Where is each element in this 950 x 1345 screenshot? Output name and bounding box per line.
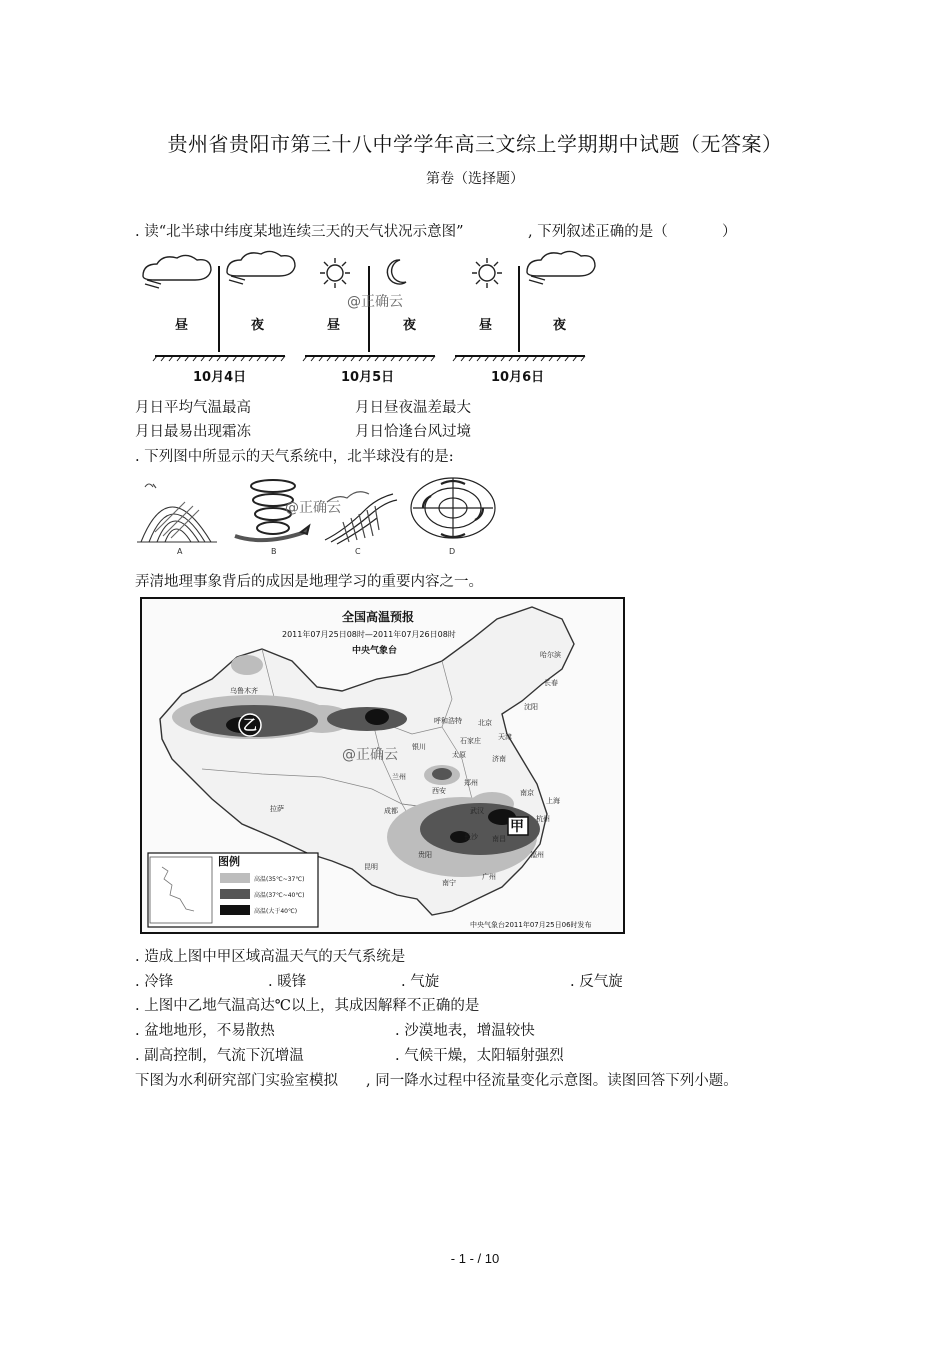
map-org: 中央气象台 bbox=[352, 646, 398, 656]
watermark: @正确云 bbox=[347, 294, 403, 310]
q3-stem: . 造成上图中甲区域高温天气的天气系统是 bbox=[135, 949, 406, 965]
legend-item: 高温(35℃~37℃) bbox=[254, 876, 305, 883]
q1-stem-part-a: . 读“北半球中纬度某地连续三天的天气状况示意图” bbox=[135, 224, 464, 240]
q1-option-c: 月日最易出现霜冻 bbox=[135, 424, 251, 440]
figure-label: C bbox=[355, 547, 361, 556]
map-legend bbox=[148, 853, 318, 927]
q3-option-b: . 暖锋 bbox=[268, 974, 307, 990]
map-title: 全国高温预报 bbox=[342, 610, 415, 624]
city-label: 杭州 bbox=[536, 815, 550, 823]
q4-option-c: . 副高控制，气流下沉增温 bbox=[135, 1048, 304, 1064]
city-label: 南宁 bbox=[442, 879, 456, 887]
sun-icon bbox=[320, 258, 350, 288]
date-label: 10月6日 bbox=[491, 370, 545, 385]
city-label: 兰州 bbox=[392, 773, 406, 781]
figure-label: D bbox=[449, 547, 456, 556]
q5-stem-part-a: 下图为水利研究部门实验室模拟 bbox=[135, 1073, 338, 1089]
date-label: 10月5日 bbox=[341, 370, 395, 385]
q4-stem: . 上图中乙地气温高达℃以上，其成因解释不正确的是 bbox=[135, 998, 480, 1014]
q3-option-c: . 气旋 bbox=[401, 974, 440, 990]
q5-stem-part-b: , 同一降水过程中径流量变化示意图。读图回答下列小题。 bbox=[366, 1073, 738, 1089]
city-label: 乌鲁木齐 bbox=[230, 687, 258, 695]
q4-option-a: . 盆地地形，不易散热 bbox=[135, 1023, 275, 1039]
city-label: 南昌 bbox=[492, 835, 506, 843]
moon-icon bbox=[387, 260, 406, 284]
night-label: 夜 bbox=[251, 318, 265, 333]
watermark: @正确云 bbox=[285, 500, 341, 516]
intro-text: 弄清地理事象背后的成因是地理学习的重要内容之一。 bbox=[135, 574, 483, 590]
city-label: 长沙 bbox=[464, 833, 478, 841]
city-label: 长春 bbox=[544, 679, 558, 687]
legend-item: 高温(37℃~40℃) bbox=[254, 892, 305, 899]
city-label: 济南 bbox=[492, 755, 506, 763]
q1-option-d: 月日恰逢台风过境 bbox=[355, 424, 471, 440]
city-label: 拉萨 bbox=[270, 805, 284, 813]
page-number: - 1 - / 10 bbox=[450, 1251, 500, 1266]
day-label: 昼 bbox=[175, 318, 189, 333]
date-label: 10月4日 bbox=[193, 370, 247, 385]
figure-label: B bbox=[271, 547, 277, 556]
cloud-icon bbox=[527, 251, 595, 284]
city-label: 北京 bbox=[478, 719, 492, 727]
day-label: 昼 bbox=[327, 318, 341, 333]
q3-option-d: . 反气旋 bbox=[570, 974, 623, 990]
q4-option-d: . 气候干燥，太阳辐射强烈 bbox=[395, 1048, 564, 1064]
front-diagram-a bbox=[137, 484, 217, 542]
q1-stem-part-c: ） bbox=[722, 224, 737, 240]
legend-title: 图例 bbox=[218, 855, 240, 868]
night-label: 夜 bbox=[553, 318, 567, 333]
city-label: 哈尔滨 bbox=[540, 651, 561, 659]
q3-option-a: . 冷锋 bbox=[135, 974, 174, 990]
legend-item: 高温(大于40℃) bbox=[254, 908, 298, 915]
night-label: 夜 bbox=[403, 318, 417, 333]
q1-stem-part-b: , 下列叙述正确的是（ bbox=[528, 224, 668, 240]
city-label: 天津 bbox=[498, 733, 512, 741]
city-label: 西安 bbox=[432, 787, 446, 795]
q4-option-b: . 沙漠地表，增温较快 bbox=[395, 1023, 535, 1039]
yi-marker: 乙 bbox=[243, 718, 257, 734]
city-label: 沈阳 bbox=[524, 703, 538, 711]
map-period: 2011年07月25日08时—2011年07月26日08时 bbox=[282, 630, 456, 639]
cloud-icon bbox=[227, 251, 295, 284]
city-label: 呼和浩特 bbox=[434, 717, 462, 725]
isobar-diagram-d bbox=[411, 478, 495, 538]
city-label: 昆明 bbox=[364, 863, 378, 871]
city-label: 广州 bbox=[482, 873, 496, 881]
jia-marker: 甲 bbox=[510, 819, 524, 835]
city-label: 上海 bbox=[546, 797, 560, 805]
section-subtitle: 第卷（选择题） bbox=[426, 171, 524, 187]
map-footer: 中央气象台2011年07月25日06时发布 bbox=[470, 921, 592, 929]
city-label: 武汉 bbox=[470, 807, 484, 815]
city-label: 郑州 bbox=[464, 779, 478, 787]
weather-three-days-figure bbox=[135, 248, 605, 388]
document-title: 贵州省贵阳市第三十八中学学年高三文综上学期期中试题（无答案） bbox=[167, 132, 783, 156]
sun-icon bbox=[472, 258, 502, 288]
day-label: 昼 bbox=[479, 318, 493, 333]
city-label: 太原 bbox=[452, 751, 466, 759]
city-label: 银川 bbox=[412, 743, 426, 751]
city-label: 福州 bbox=[530, 851, 544, 859]
figure-label: A bbox=[177, 547, 183, 556]
city-label: 南京 bbox=[520, 789, 534, 797]
city-label: 贵阳 bbox=[418, 851, 432, 859]
city-label: 成都 bbox=[384, 807, 398, 815]
china-heat-forecast-map bbox=[140, 597, 625, 934]
q1-option-b: 月日昼夜温差最大 bbox=[355, 400, 471, 416]
cloud-icon bbox=[143, 255, 211, 288]
q2-stem: . 下列图中所显示的天气系统中，北半球没有的是: bbox=[135, 449, 454, 465]
q1-option-a: 月日平均气温最高 bbox=[135, 400, 251, 416]
watermark: @正确云 bbox=[342, 747, 398, 763]
city-label: 石家庄 bbox=[460, 737, 481, 745]
weather-systems-figure bbox=[135, 472, 500, 560]
